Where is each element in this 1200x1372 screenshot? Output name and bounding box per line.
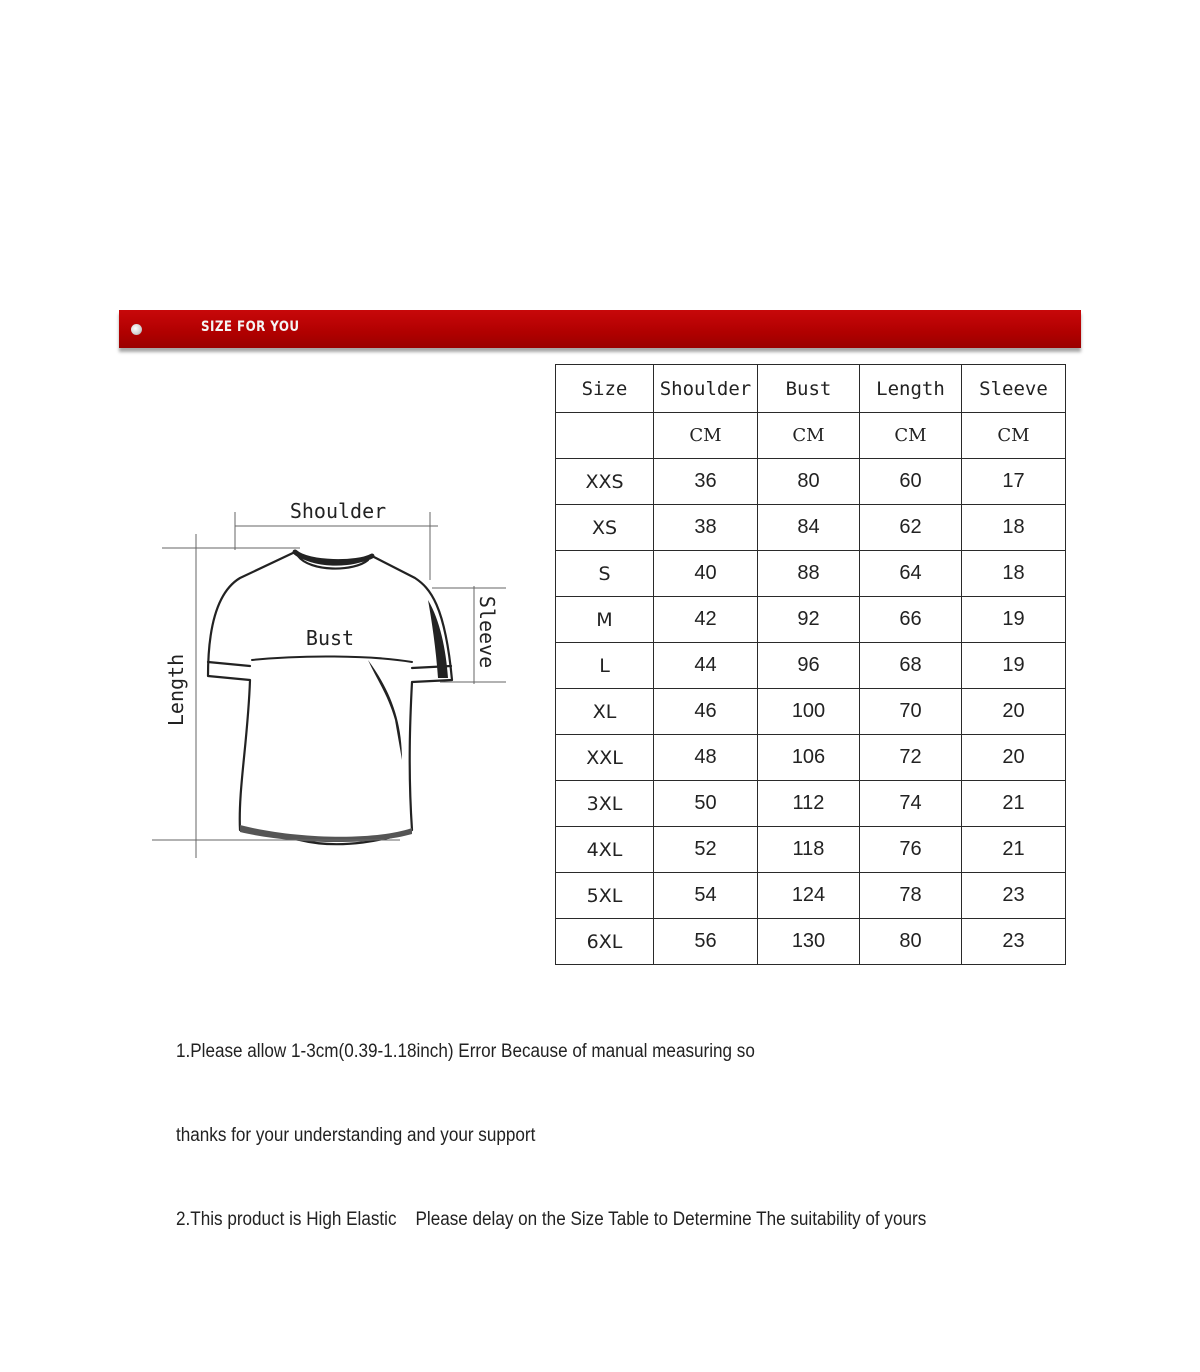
size-cell: 3XL [556, 781, 654, 827]
measure-cell: 50 [654, 781, 758, 827]
measure-cell: 72 [860, 735, 962, 781]
measure-cell: 68 [860, 643, 962, 689]
measure-cell: 80 [860, 919, 962, 965]
measure-cell: 130 [758, 919, 860, 965]
size-cell: S [556, 551, 654, 597]
note-line: thanks for your understanding and your support [176, 1125, 536, 1146]
measure-cell: 76 [860, 827, 962, 873]
measure-cell: 74 [860, 781, 962, 827]
size-cell: L [556, 643, 654, 689]
header-size: Size [556, 365, 654, 413]
measure-cell: 70 [860, 689, 962, 735]
measure-cell: 62 [860, 505, 962, 551]
measure-cell: 60 [860, 459, 962, 505]
measure-cell: 52 [654, 827, 758, 873]
measure-cell: 46 [654, 689, 758, 735]
size-table [555, 364, 1066, 965]
unit-cell: CM [962, 413, 1066, 459]
measure-cell: 118 [758, 827, 860, 873]
measure-cell: 42 [654, 597, 758, 643]
shading-shape [368, 660, 402, 760]
table-row [556, 459, 1066, 505]
measure-cell: 48 [654, 735, 758, 781]
banner-title: SIZE FOR YOU [201, 319, 300, 335]
measure-cell: 44 [654, 643, 758, 689]
size-cell: XXL [556, 735, 654, 781]
measure-cell: 92 [758, 597, 860, 643]
measure-cell: 100 [758, 689, 860, 735]
measure-cell: 20 [962, 689, 1066, 735]
size-cell: 4XL [556, 827, 654, 873]
measure-cell: 112 [758, 781, 860, 827]
measure-cell: 18 [962, 505, 1066, 551]
header-shoulder: Shoulder [654, 365, 758, 413]
measure-cell: 64 [860, 551, 962, 597]
header-length: Length [860, 365, 962, 413]
header-bust: Bust [758, 365, 860, 413]
measure-cell: 18 [962, 551, 1066, 597]
tshirt-diagram [140, 490, 520, 870]
measure-cell: 21 [962, 781, 1066, 827]
measure-cell: 23 [962, 919, 1066, 965]
table-row [556, 551, 1066, 597]
table-row [556, 873, 1066, 919]
table-row [556, 781, 1066, 827]
measure-cell: 56 [654, 919, 758, 965]
size-cell: 5XL [556, 873, 654, 919]
size-cell: XXS [556, 459, 654, 505]
table-row [556, 643, 1066, 689]
header-sleeve: Sleeve [962, 365, 1066, 413]
table-row [556, 597, 1066, 643]
table-row [556, 689, 1066, 735]
size-banner [119, 310, 1081, 348]
bust-label: Bust [305, 626, 355, 650]
note-line: 2.This product is High Elastic Please delay on the Size Table to Determine The suitability of yours [176, 1209, 927, 1230]
unit-cell: CM [758, 413, 860, 459]
table-row [556, 505, 1066, 551]
unit-row [556, 413, 1066, 459]
table-row [556, 827, 1066, 873]
measure-cell: 38 [654, 505, 758, 551]
measure-cell: 17 [962, 459, 1066, 505]
table-row [556, 735, 1066, 781]
length-label: Length [164, 653, 188, 727]
measure-cell: 106 [758, 735, 860, 781]
unit-cell [556, 413, 654, 459]
table-row [556, 919, 1066, 965]
note-line: 1.Please allow 1-3cm(0.39-1.18inch) Error Because of manual measuring so [176, 1041, 755, 1062]
size-cell: XS [556, 505, 654, 551]
measure-cell: 23 [962, 873, 1066, 919]
measure-cell: 19 [962, 643, 1066, 689]
size-cell: M [556, 597, 654, 643]
unit-cell: CM [654, 413, 758, 459]
size-cell: 6XL [556, 919, 654, 965]
measure-cell: 84 [758, 505, 860, 551]
bullet-icon [131, 324, 142, 335]
measure-cell: 40 [654, 551, 758, 597]
table-header-row [556, 365, 1066, 413]
sleeve-label: Sleeve [475, 595, 499, 669]
measure-cell: 54 [654, 873, 758, 919]
notes [176, 982, 926, 1262]
unit-cell: CM [860, 413, 962, 459]
measure-cell: 19 [962, 597, 1066, 643]
measure-cell: 36 [654, 459, 758, 505]
measure-cell: 80 [758, 459, 860, 505]
tshirt-icon [208, 552, 452, 844]
shoulder-label: Shoulder [289, 499, 387, 523]
measure-cell: 88 [758, 551, 860, 597]
measure-cell: 66 [860, 597, 962, 643]
measure-cell: 78 [860, 873, 962, 919]
size-cell: XL [556, 689, 654, 735]
measure-cell: 20 [962, 735, 1066, 781]
measure-cell: 124 [758, 873, 860, 919]
measure-cell: 96 [758, 643, 860, 689]
measure-cell: 21 [962, 827, 1066, 873]
